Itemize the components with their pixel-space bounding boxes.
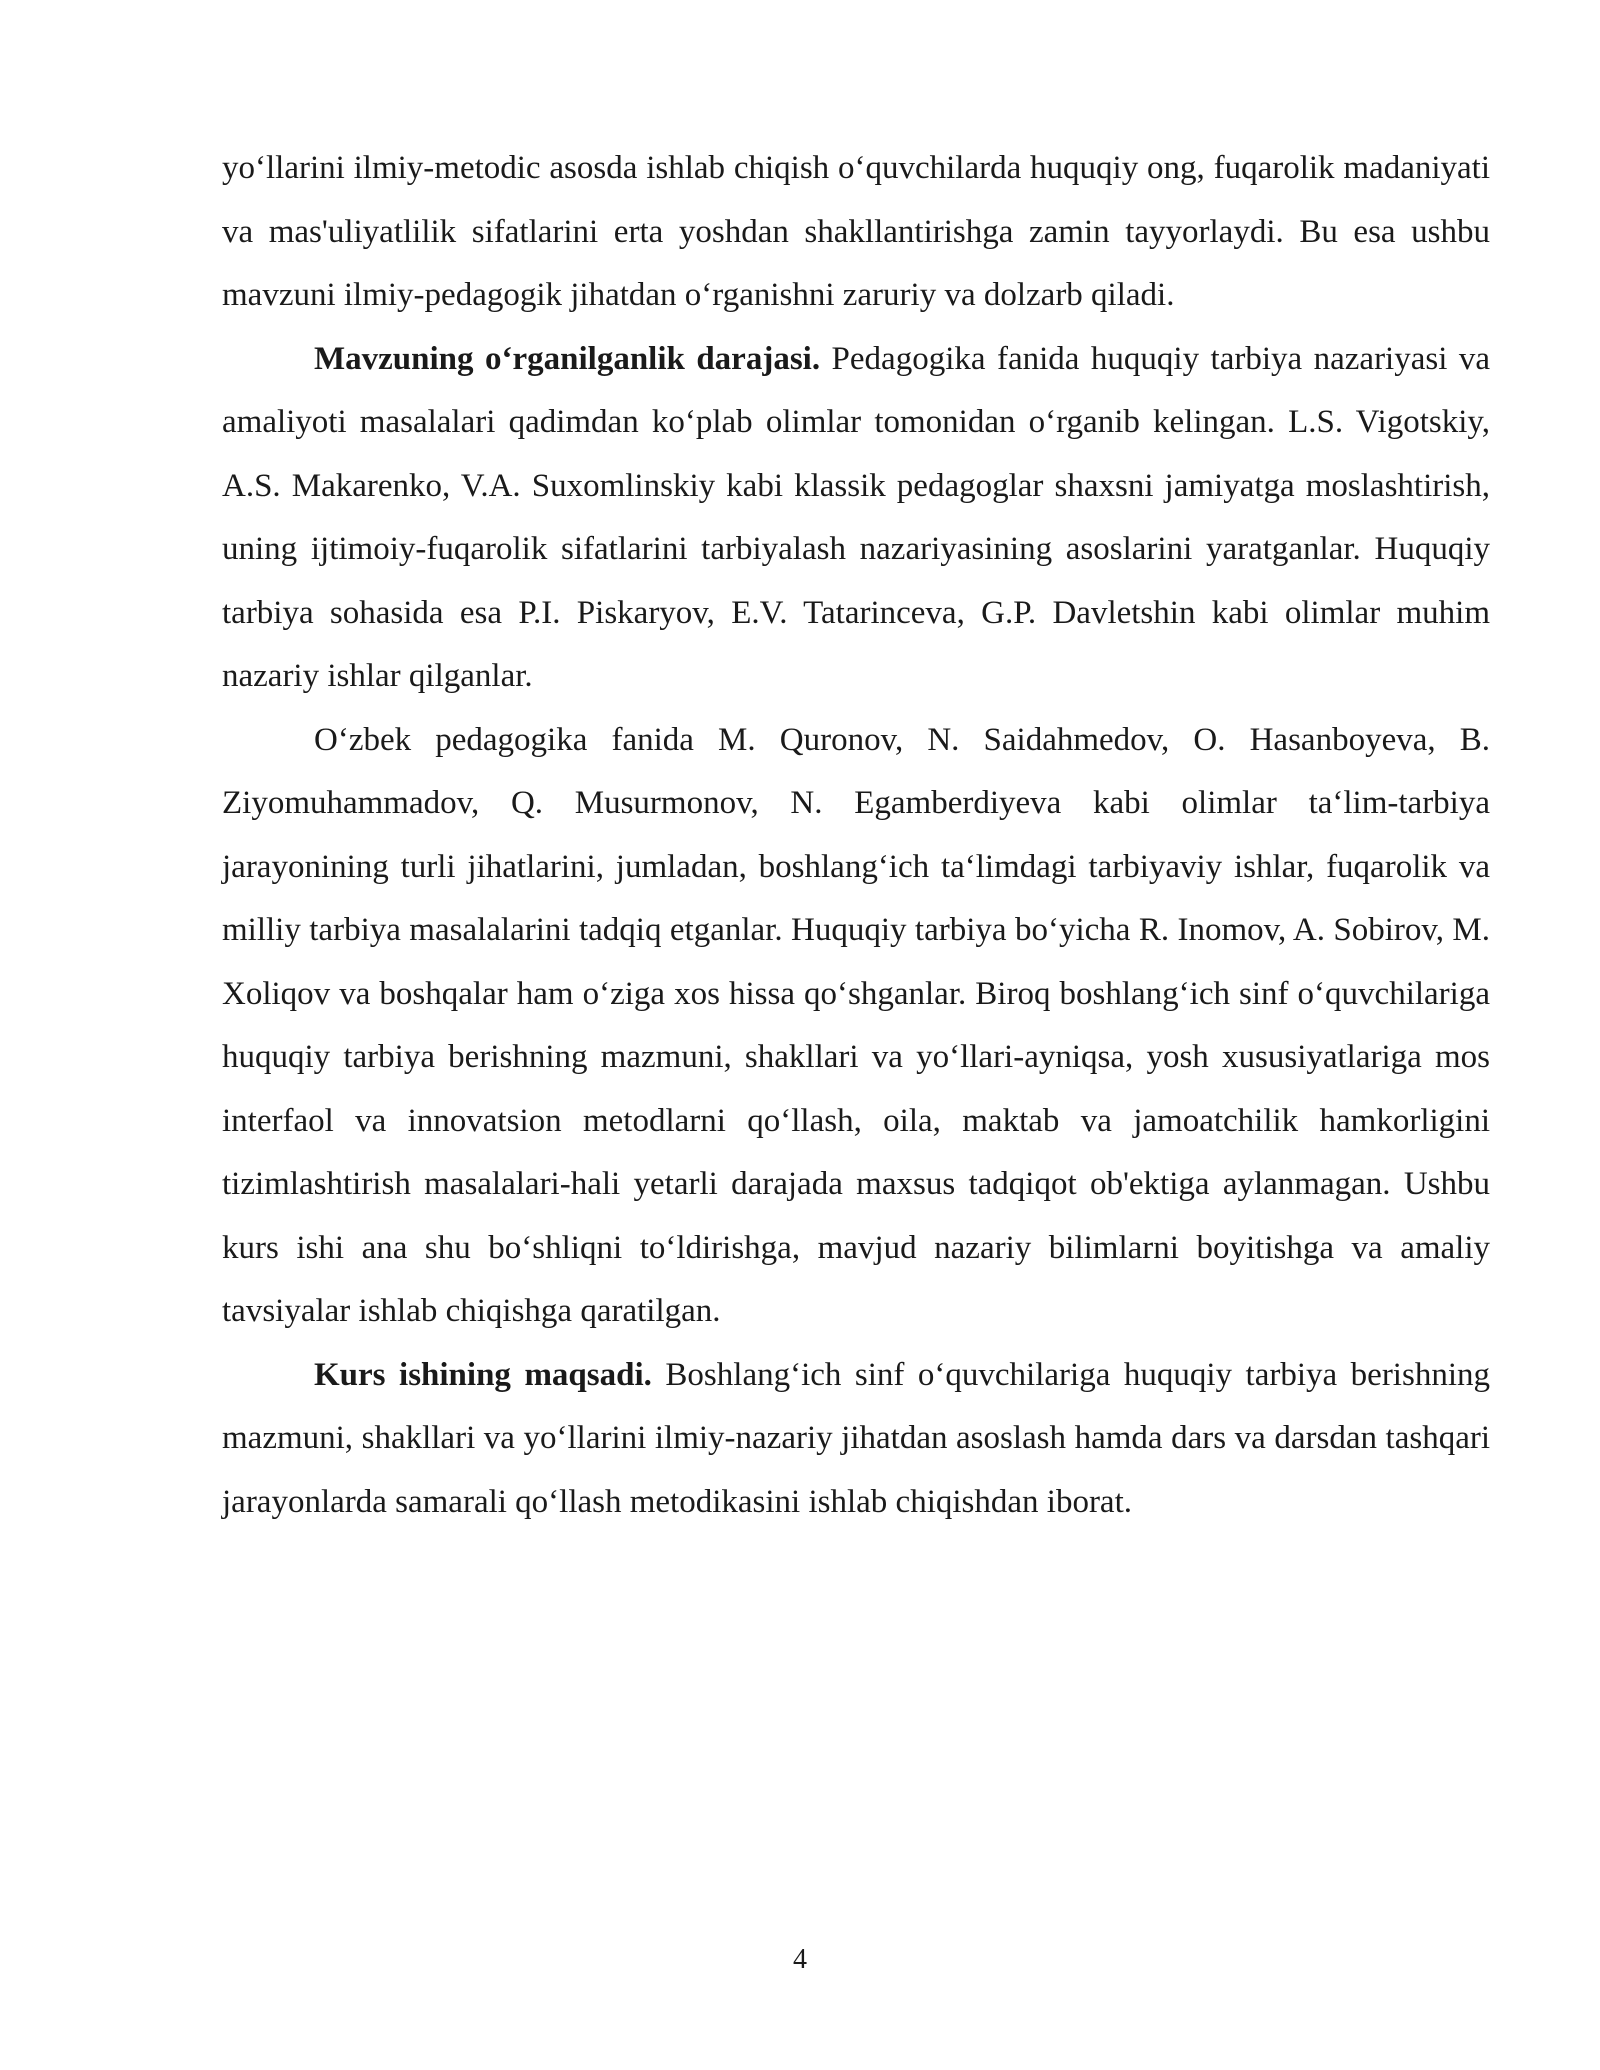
- paragraph-text: Boshlang‘ich sinf o‘quvchilariga huquqiy tarbiya berishning mazmuni, shakllari va yo‘llarini ilmiy-nazariy jihatdan asoslash hamda dars va darsdan tashqari jarayonlarda samarali qo‘llash metodikasini ishlab chiqishdan iborat.: [222, 1356, 1490, 1520]
- paragraph-text: yo‘llarini ilmiy-metodic asosda ishlab chiqish o‘quvchilarda huquqiy ong, fuqarolik madaniyati va mas'uliyatlilik sifatlarini erta yoshdan shakllantirishga zamin tayyorlaydi. Bu esa ushbu mavzuni ilmiy-pedagogik jihatdan o‘rganishni zaruriy va dolzarb qiladi.: [222, 150, 1490, 313]
- paragraph-uzbek-pedagogy: [222, 709, 1490, 1344]
- section-heading-study-level: Mavzuning o‘rganilganlik darajasi.: [314, 340, 821, 377]
- section-heading-course-goal: Kurs ishining maqsadi.: [314, 1356, 652, 1393]
- paragraph-text: Pedagogika fanida huquqiy tarbiya nazariyasi va amaliyoti masalalari qadimdan ko‘plab olimlar tomonidan o‘rganib kelingan. L.S. Vigotskiy, A.S. Makarenko, V.A. Suxomlinskiy kabi klassik pedagoglar shaxsni jamiyatga moslashtirish, uning ijtimoiy-fuqarolik sifatlarini tarbiyalash nazariyasining asoslarini yaratganlar. Huquqiy tarbiya sohasida esa P.I. Piskaryov, E.V. Tatarinceva, G.P. Davletshin kabi olimlar muhim nazariy ishlar qilganlar.: [222, 340, 1490, 694]
- paragraph-text: O‘zbek pedagogika fanida M. Quronov, N. Saidahmedov, O. Hasanboyeva, B. Ziyomuhammadov, Q. Musurmonov, N. Egamberdiyeva kabi olimlar ta‘lim-tarbiya jarayonining turli jihatlarini, jumladan, boshlang‘ich ta‘limdagi tarbiyaviy ishlar, fuqarolik va milliy tarbiya masalalarini tadqiq etganlar. Huquqiy tarbiya bo‘yicha R. Inomov, A. Sobirov, M. Xoliqov va boshqalar ham o‘ziga xos hissa qo‘shganlar. Biroq boshlang‘ich sinf o‘quvchilariga huquqiy tarbiya berishning mazmuni, shakllari va yo‘llari-ayniqsa, yosh xususiyatlariga mos interfaol va innovatsion metodlarni qo‘llash, oila, maktab va jamoatchilik hamkorligini tizimlashtirish masalalari-hali yetarli darajada maxsus tadqiqot ob'ektiga aylanmagan. Ushbu kurs ishi ana shu bo‘shliqni to‘ldirishga, mavjud nazariy bilimlarni boyitishga va amaliy tavsiyalar ishlab chiqishga qaratilgan.: [222, 721, 1490, 1329]
- paragraph-study-level: [222, 328, 1490, 709]
- page-number: 4: [793, 1944, 807, 1975]
- paragraph-course-goal: [222, 1344, 1490, 1535]
- paragraph-continuation: [222, 137, 1490, 328]
- body-text: [222, 137, 1490, 1534]
